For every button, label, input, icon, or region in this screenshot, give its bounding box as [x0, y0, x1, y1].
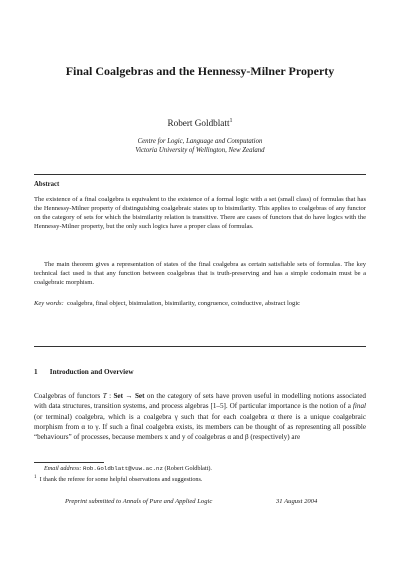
author-line: [40, 118, 360, 128]
keywords-list: coalgebra, final object, bisimulation, bisimilarity, congruence, coinductive, abstract logic: [67, 300, 301, 307]
preprint-note: Preprint submitted to Annals of Pure and Applied Logic: [65, 498, 213, 505]
keywords-label: Key words:: [34, 300, 64, 307]
abstract-bottom-rule: [34, 346, 366, 347]
intro-text: →: [122, 392, 135, 400]
abstract-paragraph-1: The existence of a final coalgebra is equivalent to the existence of a formal logic with a set (small class) of formulas that has the Hennessy-Milner property of distinguishing coalgebraic states up to bisimilarity. This applies to coalgebras of any functor on the category of sets for which the bisimilarity relation is transitive. There are cases of functors that do have logics with the Hennessy-Milner property, but the only such logics have a proper class of formulas.: [34, 196, 366, 230]
keywords: [34, 300, 366, 309]
footnote-email: [44, 465, 376, 473]
intro-math: Set: [134, 392, 145, 400]
intro-text: Coalgebras of functors: [34, 392, 101, 400]
abstract-top-rule: [34, 174, 366, 175]
footnote-text: I thank the referee for some helpful observations and suggestions.: [39, 476, 203, 484]
intro-text: (or terminal) coalgebra, which is a coalgebra γ such that for each coalgebra α there is a unique coalgebraic morphism from α to γ. If such a final coalgebra exists, its members can be thought of as representing all possible “behaviours” of processes, because members x and y of coalgebras α and β (respectively) are: [34, 412, 366, 442]
section-number: 1: [34, 368, 38, 376]
intro-math: T: [102, 392, 107, 400]
footnote-mark: 1: [34, 475, 37, 480]
section-heading: [34, 368, 134, 376]
paper-title: Final Coalgebras and the Hennessy-Milner Property: [65, 64, 335, 78]
email-name: (Robert Goldblatt).: [164, 465, 212, 472]
affiliation-line-2: Victoria University of Wellington, New Zealand: [135, 147, 265, 155]
abstract-paragraph-2: The main theorem gives a representation of states of the final coalgebra as certain satisfiable sets of formulas. The key technical fact used is that any function between coalgebras that is truth-preserving and has a simple codomain must be a coalgebraic morphism.: [34, 261, 366, 286]
section-title: Introduction and Overview: [49, 368, 134, 376]
email-address: Rob.Goldblatt@vuw.ac.nz: [82, 465, 163, 472]
author-name: Robert Goldblatt: [167, 118, 230, 129]
footnote-rule: [34, 462, 104, 463]
affiliation-line-1: Centre for Logic, Language and Computation: [137, 138, 263, 145]
abstract-heading: Abstract: [34, 181, 60, 188]
author-footnote-mark: 1: [229, 118, 233, 124]
intro-math: Set: [113, 392, 123, 400]
footnote-1: [34, 474, 366, 484]
preprint-date: 31 August 2004: [276, 498, 318, 505]
intro-paragraph: [34, 391, 366, 443]
email-label: Email address:: [44, 465, 82, 472]
intro-text: :: [106, 392, 114, 400]
affiliation: [40, 137, 360, 155]
intro-text: on the category of sets have proven useful in modelling notions associated with data structures, transition systems, and process algebras [1–5]. Of particular importance is the notion of a: [34, 392, 366, 411]
intro-emphasis: final: [352, 402, 366, 411]
